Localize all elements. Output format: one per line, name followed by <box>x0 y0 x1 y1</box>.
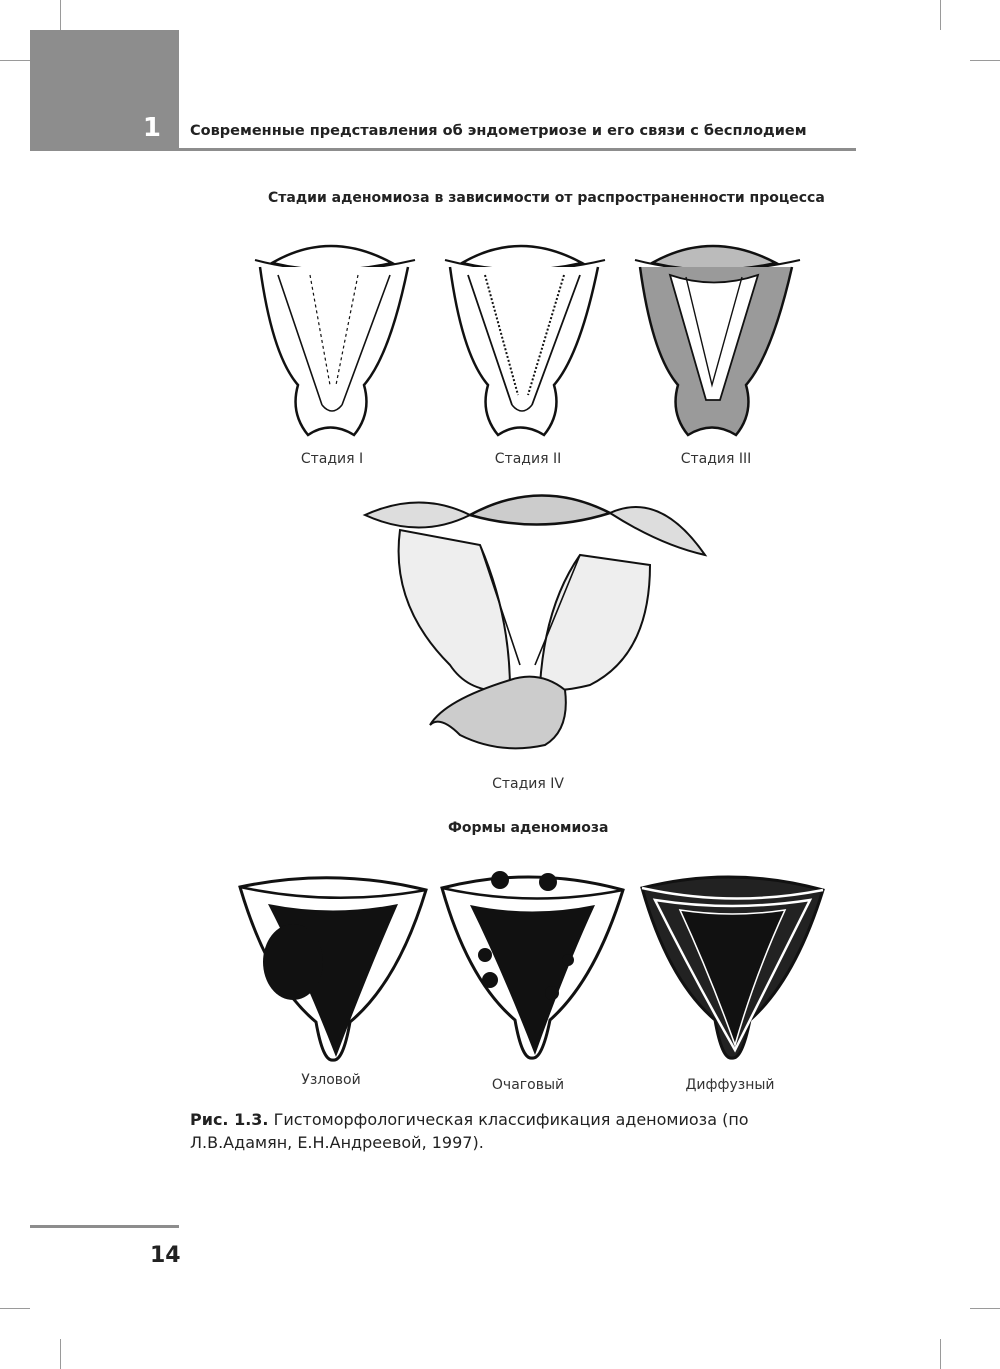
form-diffuse-label: Диффузный <box>685 1077 775 1093</box>
stages-title: Стадии аденомиоза в зависимости от распространенности процесса <box>268 190 825 206</box>
chapter-number: 1 <box>142 113 161 143</box>
form-diffuse-illustration <box>640 860 825 1065</box>
stage-4-illustration <box>360 485 710 765</box>
chapter-title: Современные представления об эндометриозе и его связи с бесплодием <box>190 123 807 139</box>
caption-text: Гистоморфологическая классификация аденомиоза (по Л.В.Адамян, Е.Н.Андреевой, 1997). <box>190 1110 749 1152</box>
caption-ref: Рис. 1.3. <box>190 1110 269 1129</box>
form-nodular-illustration <box>238 862 428 1067</box>
forms-title: Формы аденомиоза <box>448 820 609 836</box>
crop-mark <box>940 0 941 30</box>
stage-2-label: Стадия II <box>494 451 562 467</box>
stage-3-label: Стадия III <box>680 451 752 467</box>
stage-1-illustration <box>250 235 420 445</box>
stage-2-illustration <box>440 235 610 445</box>
crop-mark <box>970 1308 1000 1309</box>
crop-mark <box>940 1339 941 1369</box>
form-focal-illustration <box>440 860 625 1065</box>
figure-caption <box>190 1108 850 1154</box>
crop-mark <box>60 1339 61 1369</box>
stage-1-label: Стадия I <box>300 451 364 467</box>
stage-4-label: Стадия IV <box>492 776 564 792</box>
form-focal-label: Очаговый <box>491 1077 565 1093</box>
footer-rule <box>30 1225 179 1228</box>
crop-mark <box>970 60 1000 61</box>
page-number: 14 <box>150 1243 181 1268</box>
crop-mark <box>0 1308 30 1309</box>
header-rule <box>179 148 856 151</box>
stage-3-illustration <box>630 235 805 445</box>
chapter-box <box>30 30 179 151</box>
crop-mark <box>0 60 30 61</box>
form-nodular-label: Узловой <box>301 1072 361 1088</box>
crop-mark <box>60 0 61 30</box>
